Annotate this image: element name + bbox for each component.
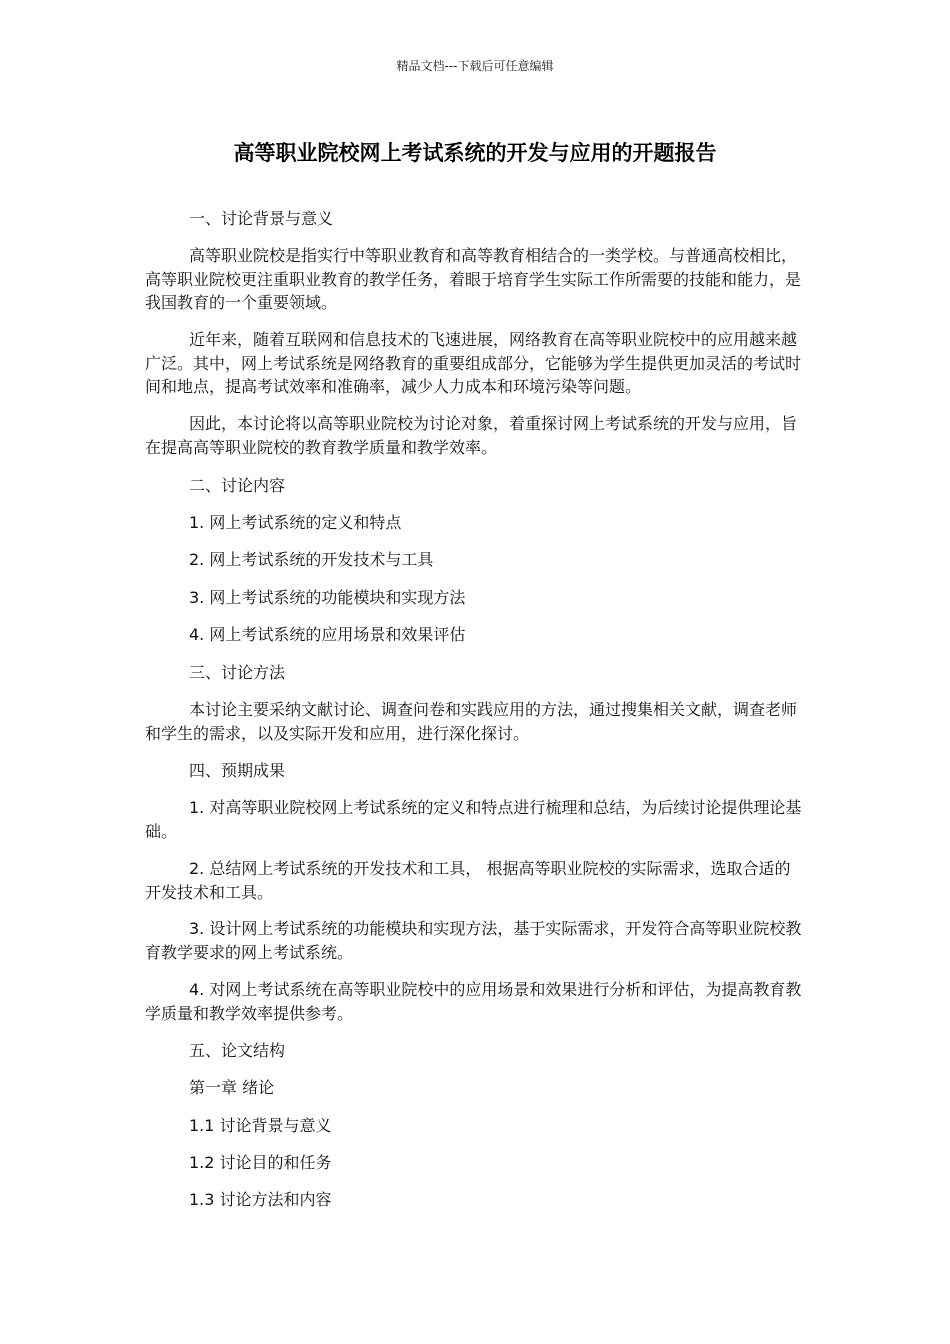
toc-item-1-1: 1.1 讨论背景与意义 xyxy=(189,1116,332,1135)
result-item-4: 4. 对网上考试系统在高等职业院校中的应用场景和效果进行分析和评估，为提高教育教学质量和教学效率提供参考。 xyxy=(145,980,802,1023)
result-item-1: 1. 对高等职业院校网上考试系统的定义和特点进行梳理和总结，为后续讨论提供理论基础。 xyxy=(145,798,802,841)
document-title: 高等职业院校网上考试系统的开发与应用的开题报告 xyxy=(233,141,717,165)
toc-item-1-3: 1.3 讨论方法和内容 xyxy=(189,1190,332,1209)
page-header-note: 精品文档---下载后可任意编辑 xyxy=(396,59,554,73)
result-item-3: 3. 设计网上考试系统的功能模块和实现方法，基于实际需求，开发符合高等职业院校教育教学要求的网上考试系统。 xyxy=(145,919,802,962)
section-heading-background: 一、讨论背景与意义 xyxy=(189,209,334,228)
section-heading-structure: 五、论文结构 xyxy=(189,1041,286,1060)
content-item-2: 2. 网上考试系统的开发技术与工具 xyxy=(189,550,434,569)
toc-item-1-2: 1.2 讨论目的和任务 xyxy=(189,1153,332,1172)
chapter-heading: 第一章 绪论 xyxy=(189,1078,275,1097)
paragraph-background-1: 高等职业院校是指实行中等职业教育和高等教育相结合的一类学校。与普通高校相比，高等职业院校更注重职业教育的教学任务，着眼于培育学生实际工作所需要的技能和能力，是我国教育的一个重要领域。 xyxy=(145,246,802,312)
content-item-1: 1. 网上考试系统的定义和特点 xyxy=(189,513,402,532)
section-heading-content: 二、讨论内容 xyxy=(189,476,286,495)
paragraph-background-2: 近年来，随着互联网和信息技术的飞速进展，网络教育在高等职业院校中的应用越来越广泛。其中，网上考试系统是网络教育的重要组成部分，它能够为学生提供更加灵活的考试时间和地点，提高考试效率和准确率，减少人力成本和环境污染等问题。 xyxy=(145,330,802,396)
content-item-3: 3. 网上考试系统的功能模块和实现方法 xyxy=(189,588,466,607)
result-item-2: 2. 总结网上考试系统的开发技术和工具， 根据高等职业院校的实际需求，选取合适的开发技术和工具。 xyxy=(145,859,791,902)
section-heading-results: 四、预期成果 xyxy=(189,761,286,780)
content-item-4: 4. 网上考试系统的应用场景和效果评估 xyxy=(189,625,466,644)
paragraph-method: 本讨论主要采纳文献讨论、调查问卷和实践应用的方法，通过搜集相关文献，调查老师和学生的需求，以及实际开发和应用，进行深化探讨。 xyxy=(145,700,798,743)
paragraph-background-3: 因此，本讨论将以高等职业院校为讨论对象，着重探讨网上考试系统的开发与应用，旨在提高高等职业院校的教育教学质量和教学效率。 xyxy=(145,414,798,457)
section-heading-method: 三、讨论方法 xyxy=(189,663,286,682)
